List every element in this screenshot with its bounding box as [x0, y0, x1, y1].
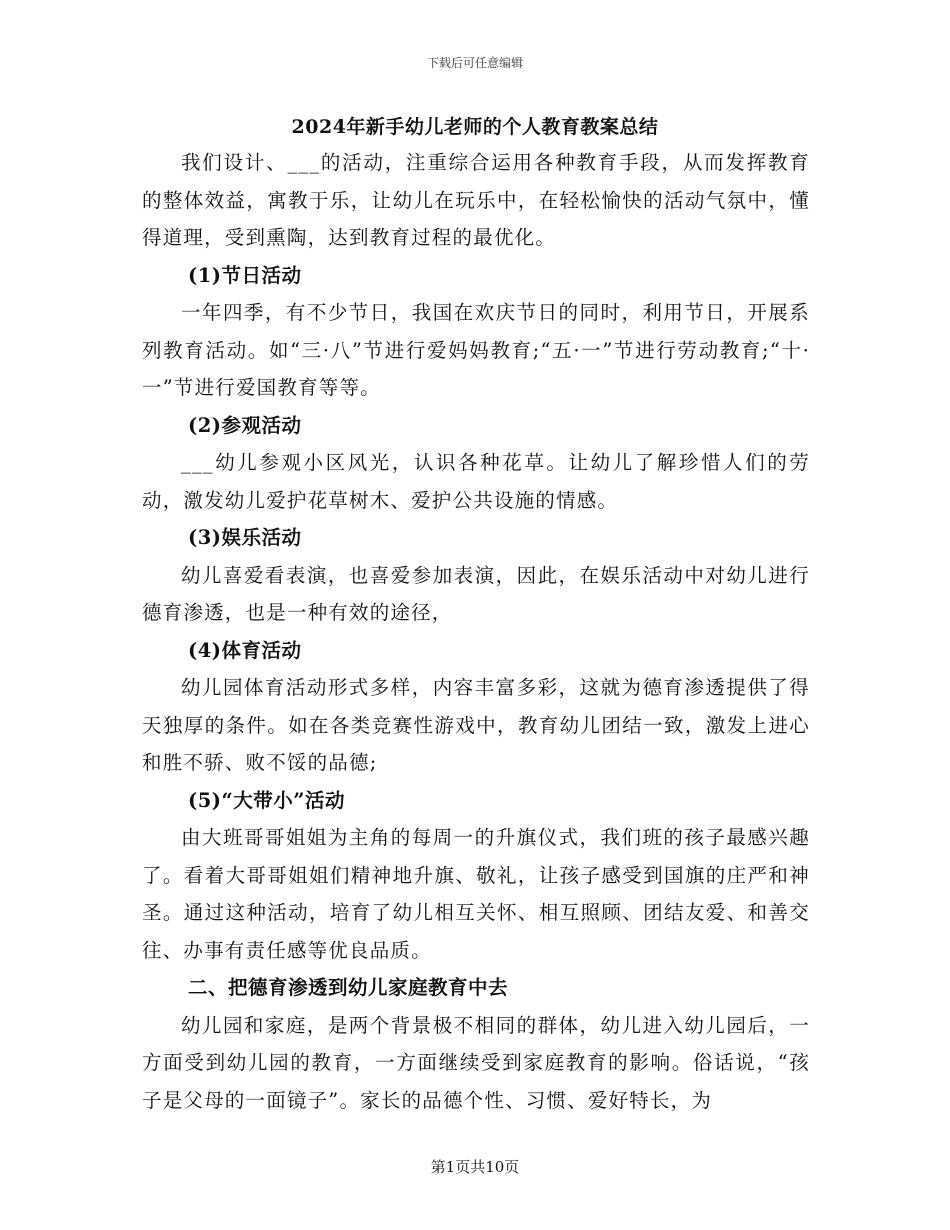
- section-heading-festival: (1)节日活动: [188, 263, 302, 287]
- section-heading-family-education: 二、把德育渗透到幼儿家庭教育中去: [188, 976, 509, 999]
- section-text-entertainment: 幼儿喜爱看表演，也喜爱参加表演，因此，在娱乐活动中对幼儿进行德育渗透，也是一种有效的途径，: [142, 563, 810, 624]
- section-text-visit: ___幼儿参观小区风光，认识各种花草。让幼儿了解珍惜人们的劳动，激发幼儿爱护花草树木、爱护公共设施的情感。: [142, 451, 810, 512]
- section-text-festival: 一年四季，有不少节日，我国在欢庆节日的同时，利用节日，开展系列教育活动。如“三·八”节进行爱妈妈教育;“五·一”节进行劳动教育;“十·一”节进行爱国教育等等。: [142, 301, 810, 399]
- section-heading-entertainment: (3)娱乐活动: [188, 526, 302, 549]
- document-title: 2024年新手幼儿老师的个人教育教案总结: [291, 116, 659, 138]
- document-body: [142, 144, 810, 1119]
- page-footer: 第1页共10页: [430, 1158, 520, 1176]
- section-heading-big-with-small: (5)“大带小”活动: [188, 788, 345, 812]
- intro-paragraph: 我们设计、___的活动，注重综合运用各种教育手段，从而发挥教育的整体效益，寓教于乐，让幼儿在玩乐中，在轻松愉快的活动气氛中，懂得道理，受到熏陶，达到教育过程的最优化。: [142, 151, 810, 249]
- section-heading-sports: (4)体育活动: [188, 638, 302, 662]
- header-note: 下载后可任意编辑: [426, 56, 523, 70]
- section-text-big-with-small: 由大班哥哥姐姐为主角的每周一的升旗仪式，我们班的孩子最感兴趣了。看着大哥哥姐姐们精神地升旗、敬礼，让孩子感受到国旗的庄严和神圣。通过这种活动，培育了幼儿相互关怀、相互照顾、团结友爱、和善交往、办事有责任感等优良品质。: [142, 826, 810, 962]
- section-heading-visit: (2)参观活动: [188, 413, 302, 437]
- section-text-sports: 幼儿园体育活动形式多样，内容丰富多彩，这就为德育渗透提供了得天独厚的条件。如在各类竞赛性游戏中，教育幼儿团结一致，激发上进心和胜不骄、败不馁的品德;: [142, 676, 810, 774]
- section-text-family-education: 幼儿园和家庭，是两个背景极不相同的群体，幼儿进入幼儿园后，一方面受到幼儿园的教育，一方面继续受到家庭教育的影响。俗话说，“孩子是父母的一面镜子”。家长的品德个性、习惯、爱好特长，为: [142, 1013, 810, 1112]
